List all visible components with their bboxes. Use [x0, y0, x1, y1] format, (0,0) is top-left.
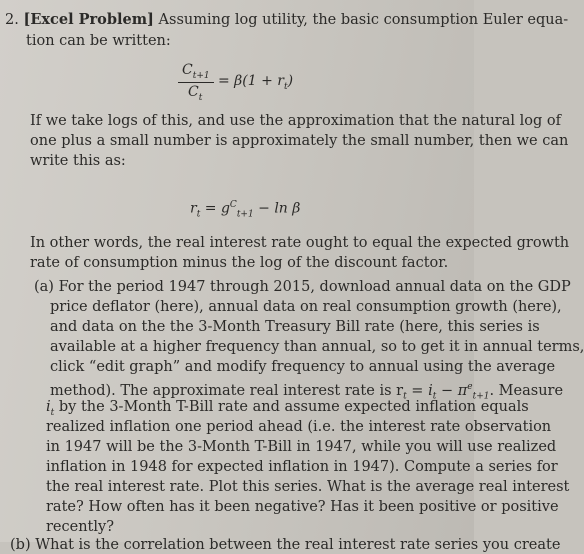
part-a-line-3: and data on the the 3-Month Treasury Bill rate (here, this series is — [50, 319, 540, 335]
part-a-line-4: available at a higher frequency than annual, so to get it in annual terms, — [50, 339, 584, 355]
interest-rate-equation: $r_t = g^C_{t+1} - \ln \beta$ — [190, 200, 301, 220]
part-a-line-10: inflation in 1948 for expected inflation in 1947). Compute a series for — [46, 459, 558, 475]
part-a-line-9: in 1947 will be the 3-Month T-Bill in 1947, while you will use realized — [46, 439, 557, 455]
para2-line-2: one plus a small number is approximately the small number, then we can — [30, 133, 569, 149]
intro-text-1: Assuming log utility, the basic consumption Euler equa- — [153, 12, 569, 28]
intro-line-2: tion can be written: — [26, 33, 171, 49]
problem-tag: [Excel Problem] — [23, 11, 154, 28]
para2-line-3: write this as: — [30, 153, 126, 169]
part-a-line-8: realized inflation one period ahead (i.e. the interest rate observation — [46, 419, 552, 435]
part-a-line-12: rate? How often has it been negative? Has it been positive or positive — [46, 499, 559, 515]
fraction-bar — [178, 82, 214, 83]
euler-numerator: $C_{t+1}$ — [182, 62, 210, 81]
part-a-line-6: method). The approximate real interest rate is $r_t = i_t - \pi^e_{t+1}$. Measure — [50, 382, 564, 402]
euler-rhs: = $\beta(1 + r_t)$ — [218, 73, 294, 92]
part-a-line-7: $i_t$ by the 3-Month T-Bill rate and assume expected inflation equals — [46, 399, 529, 418]
intro-line-1 — [5, 11, 568, 29]
para3-line-2: rate of consumption minus the log of the discount factor. — [30, 255, 449, 271]
part-a-line-13: recently? — [46, 519, 114, 535]
euler-denominator: $C_t$ — [188, 84, 203, 103]
problem-number: 2. — [5, 12, 19, 28]
para2-line-1: If we take logs of this, and use the approximation that the natural log of — [30, 113, 561, 129]
para3-line-1: In other words, the real interest rate ought to equal the expected growth — [30, 235, 570, 251]
part-a-line-2: price deflator (here), annual data on real consumption growth (here), — [50, 299, 562, 315]
part-a-line-1: (a) For the period 1947 through 2015, download annual data on the GDP — [34, 279, 571, 295]
part-a-line-11: the real interest rate. Plot this series. What is the average real interest — [46, 479, 570, 495]
part-a-line-5: click “edit graph” and modify frequency to annual using the average — [50, 359, 556, 375]
part-b-line-1: (b) What is the correlation between the real interest rate series you create — [10, 537, 561, 553]
